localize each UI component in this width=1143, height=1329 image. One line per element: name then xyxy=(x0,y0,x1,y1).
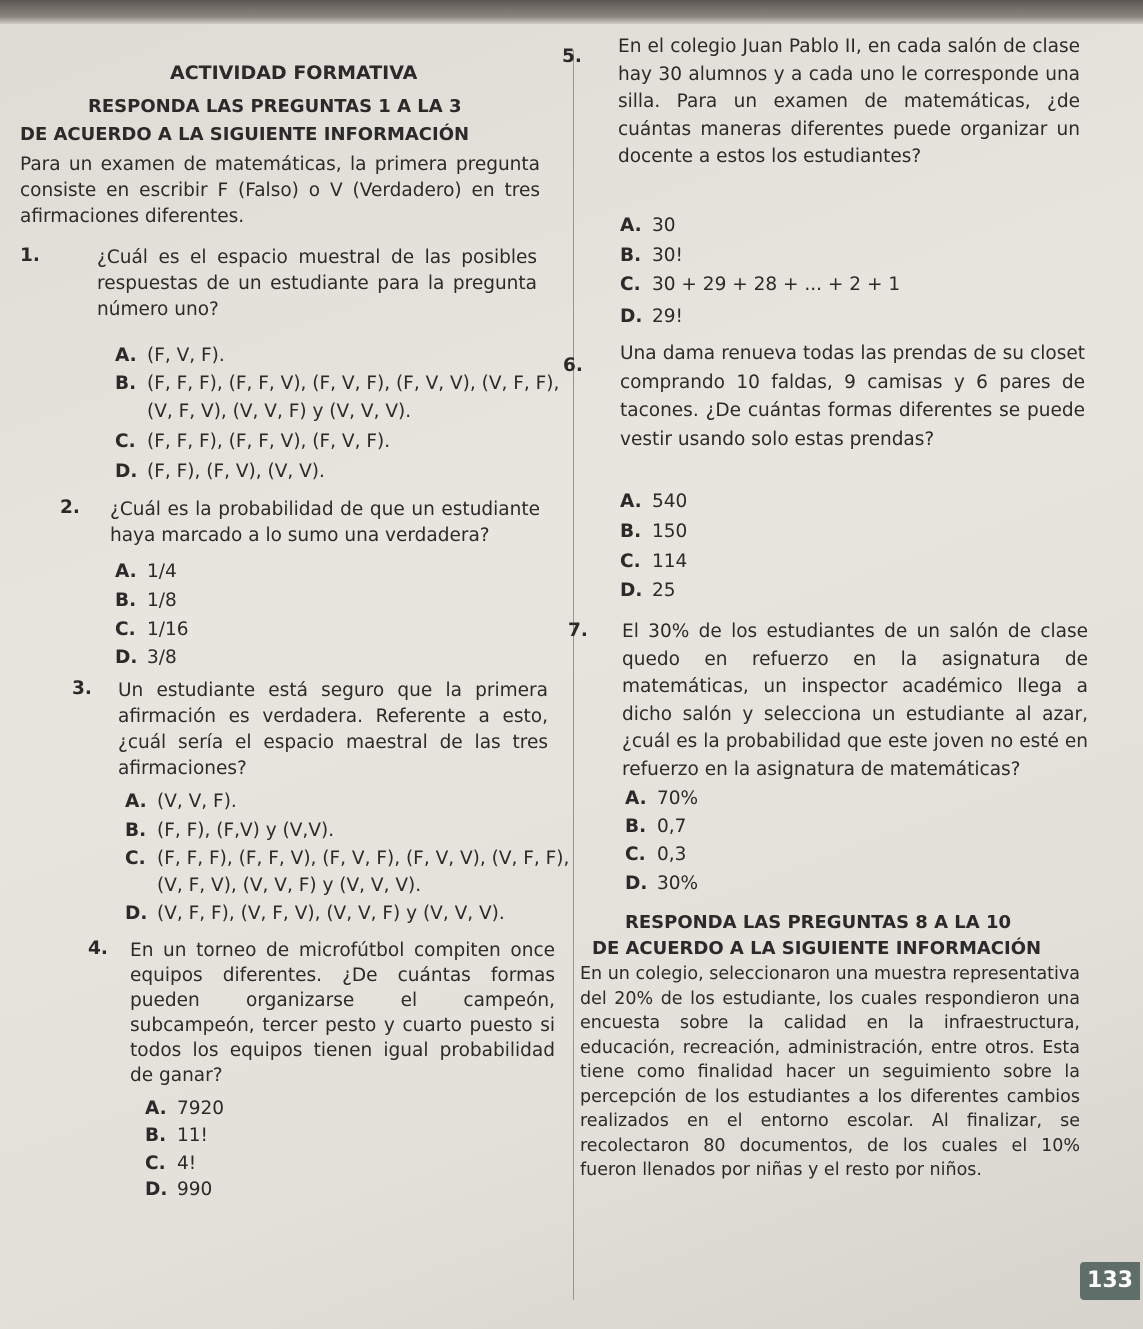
question-4-text: En un torneo de microfútbol compiten once equipos diferentes. ¿De cuántas formas pueden organizarse el campeón, subcampeón, tercer pesto y cuarto puesto si todos los equipos tienen igual probabilidad de ganar? xyxy=(130,940,555,1086)
option-letter: B. xyxy=(115,590,137,611)
q4-option-d xyxy=(145,1176,212,1204)
q7-option-b xyxy=(625,813,686,841)
option-letter: B. xyxy=(625,816,647,837)
option-letter: C. xyxy=(620,274,641,295)
option-letter: A. xyxy=(125,791,147,812)
question-number: 5. xyxy=(562,46,582,67)
question-number: 4. xyxy=(88,938,108,959)
option-letter: A. xyxy=(625,788,647,809)
section-2-paragraph: En un colegio, seleccionaron una muestra representativa del 20% de los estudiante, los cuales respondieron una encuesta sobre la calidad en la infraestructura, educación, recreación, administración, entre otros. Esta tiene como finalidad hacer un seguimiento sobre la percepción de los estudiantes a los diferentes cambios realizados en el entorno escolar. Al finalizar, se recolectaron 80 documentos, de los cuales el 10% fueron llenados por niñas y el resto por niños. xyxy=(580,964,1080,1180)
page-number: 133 xyxy=(1080,1262,1140,1300)
option-text: 3/8 xyxy=(147,647,177,668)
question-6-text: Una dama renueva todas las prendas de su closet comprando 10 faldas, 9 camisas y 6 pares de tacones. ¿De cuántas formas diferentes se puede vestir usando solo estas prendas? xyxy=(620,343,1085,450)
option-letter: B. xyxy=(115,373,137,394)
option-letter: A. xyxy=(145,1098,167,1119)
q5-option-b xyxy=(620,242,683,270)
q5-option-c xyxy=(620,271,900,299)
option-text: 25 xyxy=(652,580,676,601)
option-letter: B. xyxy=(125,820,147,841)
option-letter: C. xyxy=(625,844,646,865)
option-letter: B. xyxy=(620,521,642,542)
option-text: 150 xyxy=(652,521,688,542)
q5-option-d xyxy=(620,303,683,331)
question-number: 7. xyxy=(568,620,588,641)
question-number: 2. xyxy=(60,497,80,518)
option-letter: A. xyxy=(115,561,137,582)
option-text: 7920 xyxy=(177,1098,225,1119)
q3-option-b xyxy=(125,817,334,845)
section-heading-line1: RESPONDA LAS PREGUNTAS 1 A LA 3 xyxy=(88,96,462,117)
option-text: 29! xyxy=(652,306,683,327)
question-1-text: ¿Cuál es el espacio muestral de las posibles respuestas de un estudiante para la pregunta número uno? xyxy=(97,247,537,320)
q1-option-c xyxy=(115,428,390,456)
option-letter: C. xyxy=(115,619,136,640)
option-letter: B. xyxy=(620,245,642,266)
question-2-text: ¿Cuál es la probabilidad de que un estudiante haya marcado a lo sumo una verdadera? xyxy=(110,499,540,546)
question-3-text: Un estudiante está seguro que la primera afirmación es verdadera. Referente a esto, ¿cuál sería el espacio maestral de las tres afirmaciones? xyxy=(118,680,548,779)
option-text: (F, F, F), (F, F, V), (F, V, F), (F, V, V), (V, F, F), xyxy=(157,848,570,869)
q2-option-a xyxy=(115,558,177,586)
q6-option-a xyxy=(620,488,687,516)
option-text: 70% xyxy=(657,788,699,809)
question-number: 6. xyxy=(563,355,583,376)
section-heading-line2: DE ACUERDO A LA SIGUIENTE INFORMACIÓN xyxy=(20,124,470,145)
q1-option-d xyxy=(115,458,325,486)
q6-option-b xyxy=(620,518,687,546)
q3-option-c-cont xyxy=(125,872,421,900)
option-text: (F, F, F), (F, F, V), (F, V, F). xyxy=(147,431,391,452)
option-letter: C. xyxy=(115,431,136,452)
q4-option-c xyxy=(145,1150,196,1178)
option-letter: D. xyxy=(145,1179,168,1200)
option-text: (F, F, F), (F, F, V), (F, V, F), (F, V, V), (V, F, F), xyxy=(147,373,560,394)
option-text: 4! xyxy=(177,1153,197,1174)
q1-option-b xyxy=(115,370,559,398)
option-text: 11! xyxy=(177,1125,208,1146)
option-text: 1/4 xyxy=(147,561,177,582)
option-text: 1/8 xyxy=(147,590,177,611)
option-text: 540 xyxy=(652,491,688,512)
option-letter: D. xyxy=(115,461,138,482)
option-letter: D. xyxy=(620,306,643,327)
activity-title: ACTIVIDAD FORMATIVA xyxy=(170,62,418,84)
question-5-text: En el colegio Juan Pablo II, en cada salón de clase hay 30 alumnos y a cada uno le corresponde una silla. Para un examen de matemáticas, ¿de cuántas maneras diferentes puede organizar un docente a estos los estudiantes? xyxy=(618,36,1080,167)
option-text: (F, V, F). xyxy=(147,345,225,366)
q7-option-d xyxy=(625,870,698,898)
option-text: 30 + 29 + 28 + ... + 2 + 1 xyxy=(652,274,901,295)
q1-option-a xyxy=(115,342,225,370)
option-letter: A. xyxy=(620,215,642,236)
intro-paragraph: Para un examen de matemáticas, la primera pregunta consiste en escribir F (Falso) o V (Verdadero) en tres afirmaciones diferentes. xyxy=(20,154,540,227)
option-letter: C. xyxy=(145,1153,166,1174)
option-letter: D. xyxy=(125,903,148,924)
option-text: (F, F), (F, V), (V, V). xyxy=(147,461,325,482)
q6-option-c xyxy=(620,548,687,576)
option-text: (V, F, F), (V, F, V), (V, V, F) y (V, V, V). xyxy=(157,903,505,924)
option-text: 30 xyxy=(652,215,676,236)
q2-option-d xyxy=(115,644,177,672)
q6-option-d xyxy=(620,577,676,605)
option-text: 990 xyxy=(177,1179,213,1200)
option-letter: A. xyxy=(620,491,642,512)
question-number: 3. xyxy=(72,678,92,699)
q4-option-b xyxy=(145,1122,208,1150)
question-7-text: El 30% de los estudiantes de un salón de clase quedo en refuerzo en la asignatura de matemáticas, un inspector académico llega a dicho salón y selecciona un estudiante al azar, ¿cuál es la probabilidad que este joven no esté en refuerzo en la asignatura de matemáticas? xyxy=(622,621,1088,780)
option-letter: C. xyxy=(620,551,641,572)
q4-option-a xyxy=(145,1095,224,1123)
option-letter: B. xyxy=(145,1125,167,1146)
option-text: 0,3 xyxy=(657,844,687,865)
question-number: 1. xyxy=(20,245,40,266)
option-text: 114 xyxy=(652,551,688,572)
option-letter: D. xyxy=(625,873,648,894)
q2-option-b xyxy=(115,587,177,615)
q5-option-a xyxy=(620,212,676,240)
q2-option-c xyxy=(115,616,189,644)
option-text: (V, V, F). xyxy=(157,791,237,812)
option-text: 30% xyxy=(657,873,699,894)
q3-option-a xyxy=(125,788,237,816)
option-letter: D. xyxy=(115,647,138,668)
section-2-heading-line2: DE ACUERDO A LA SIGUIENTE INFORMACIÓN xyxy=(592,938,1042,959)
q1-option-b-cont xyxy=(115,398,411,426)
option-text: 30! xyxy=(652,245,683,266)
option-text: (V, F, V), (V, V, F) y (V, V, V). xyxy=(157,875,422,896)
option-text: (V, F, V), (V, V, F) y (V, V, V). xyxy=(147,401,412,422)
option-text: 1/16 xyxy=(147,619,189,640)
column-divider xyxy=(573,50,574,1300)
section-2-heading-line1: RESPONDA LAS PREGUNTAS 8 A LA 10 xyxy=(625,912,1011,933)
q7-option-a xyxy=(625,785,698,813)
option-letter: C. xyxy=(125,848,146,869)
option-letter: D. xyxy=(620,580,643,601)
q7-option-c xyxy=(625,841,686,869)
q3-option-d xyxy=(125,900,505,928)
q3-option-c xyxy=(125,845,569,873)
page-top-edge xyxy=(0,0,1143,24)
option-text: (F, F), (F,V) y (V,V). xyxy=(157,820,335,841)
option-text: 0,7 xyxy=(657,816,687,837)
option-letter: A. xyxy=(115,345,137,366)
